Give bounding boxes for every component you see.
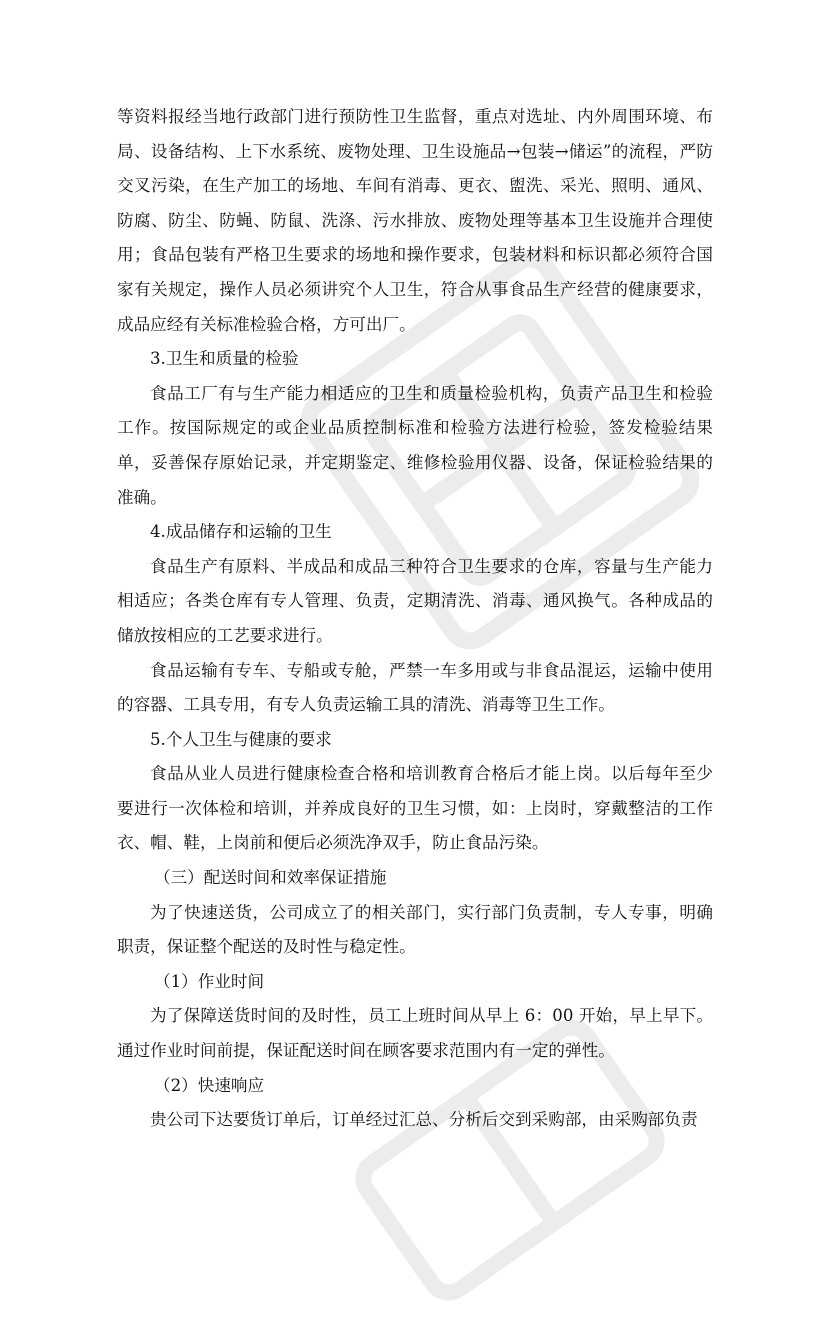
paragraph-body: 贵公司下达要货订单后，订单经过汇总、分析后交到采购部，由采购部负责 xyxy=(150,1110,698,1130)
paragraph-body: 为了保障送货时间的及时性，员工上班时间从早上 6：00 开始，早上早下。通过作业时间前提，保证配送时间在顾客要求范围内有一定的弹性。 xyxy=(117,1006,713,1061)
section-heading-delivery-efficiency: （三）配送时间和效率保证措施 xyxy=(154,868,387,888)
paragraph-body: 食品运输有专车、专船或专舱，严禁一车多用或与非食品混运，运输中使用的容器、工具专用，有专人负责运输工具的清洗、消毒等卫生工作。 xyxy=(117,660,713,715)
section-heading-hygiene-quality-inspection: 3.卫生和质量的检验 xyxy=(150,349,299,369)
document-body xyxy=(117,100,713,1138)
paragraph-body: 等资料报经当地行政部门进行预防性卫生监督，重点对选址、内外周围环境、布局、设备结构、上下水系统、废物处理、卫生设施品→包装→储运”的流程，严防交叉污染，在生产加工的场地、车间有消毒、更衣、盥洗、采光、照明、通风、防腐、防尘、防蝇、防鼠、洗涤、污水排放、废物处理等基本卫生设施并合理使用；食品包装有严格卫生要求的场地和操作要求，包装材料和标识都必须符合国家有关规定，操作人员必须讲究个人卫生，符合从事食品生产经营的健康要求，成品应经有关标准检验合格，方可出厂。 xyxy=(117,107,713,334)
paragraph-body: 食品从业人员进行健康检查合格和培训教育合格后才能上岗。以后每年至少要进行一次体检和培训，并养成良好的卫生习惯，如：上岗时，穿戴整洁的工作衣、帽、鞋，上岗前和便后必须洗净双手，防止食品污染。 xyxy=(117,764,713,853)
paragraph-body: 为了快速送货，公司成立了的相关部门，实行部门负责制，专人专事，明确职责，保证整个配送的及时性与稳定性。 xyxy=(117,902,713,957)
paragraph-body: 食品生产有原料、半成品和成品三种符合卫生要求的仓库，容量与生产能力相适应；各类仓库有专人管理、负责，定期清洗、消毒、通风换气。各种成品的储放按相应的工艺要求进行。 xyxy=(117,556,713,645)
subheading-quick-response: （2）快速响应 xyxy=(154,1075,265,1095)
subheading-working-hours: （1）作业时间 xyxy=(154,971,265,991)
paragraph-body: 食品工厂有与生产能力相适应的卫生和质量检验机构，负责产品卫生和检验工作。按国际规定的或企业品质控制标准和检验方法进行检验，签发检验结果单，妥善保存原始记录，并定期鉴定、维修检验用仪器、设备，保证检验结果的准确。 xyxy=(117,383,713,507)
section-heading-personal-hygiene: 5.个人卫生与健康的要求 xyxy=(150,729,332,749)
section-heading-storage-transport: 4.成品储存和运输的卫生 xyxy=(150,522,332,542)
